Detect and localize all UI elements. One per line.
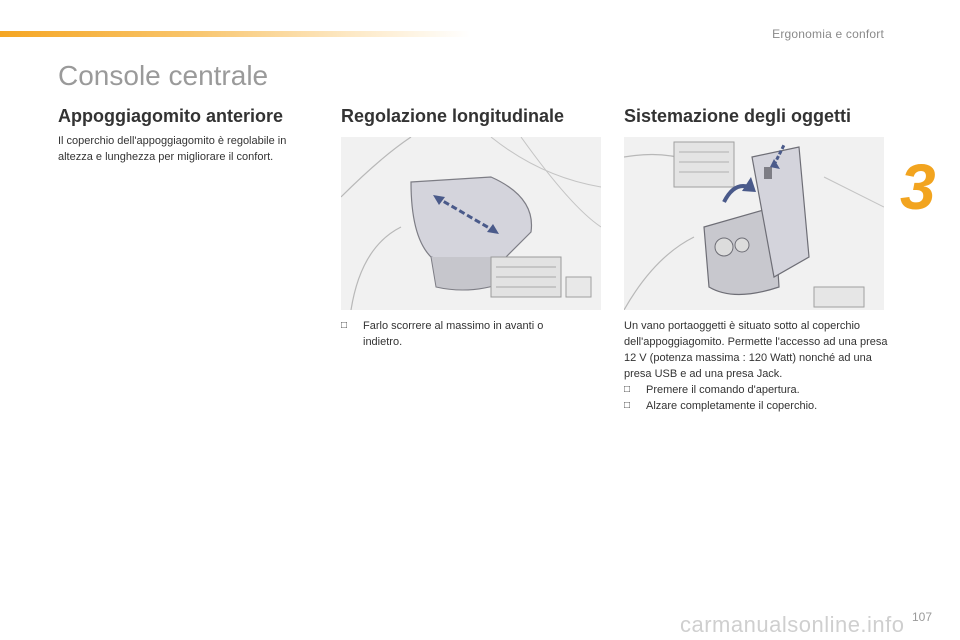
instruction-text: Alzare completamente il coperchio. xyxy=(646,400,818,412)
section-header: Ergonomia e confort xyxy=(772,27,884,41)
slide-instructions xyxy=(341,318,581,350)
armrest-slide-drawing xyxy=(341,137,601,310)
checkbox-bullet-icon: □ xyxy=(624,400,631,411)
list-item xyxy=(624,398,888,414)
heading-longitudinal-adjustment: Regolazione longitudinale xyxy=(341,106,565,126)
storage-description-block xyxy=(624,318,888,414)
chapter-number: 3 xyxy=(900,151,936,223)
storage-compartment-drawing xyxy=(624,137,884,310)
top-accent-bar xyxy=(0,31,470,37)
checkbox-bullet-icon: □ xyxy=(341,320,348,331)
armrest-description: Il coperchio dell'appoggiagomito è regolabile in altezza e lunghezza per migliorare il confort. xyxy=(58,135,287,163)
storage-description: Un vano portaoggetti è situato sotto al coperchio dell'appoggiagomito. Permette l'accesso ad una presa 12 V (potenza massima : 120 Watt) nonché ad una presa USB e ad una presa Jack. xyxy=(624,320,888,380)
heading-storage: Sistemazione degli oggetti xyxy=(624,106,852,126)
page-number: 107 xyxy=(912,610,933,624)
watermark: carmanualsonline.info xyxy=(680,612,905,637)
storage-compartment-illustration xyxy=(624,137,884,310)
list-item xyxy=(341,318,581,350)
instruction-text: Farlo scorrere al massimo in avanti o indietro. xyxy=(363,320,544,348)
heading-front-armrest: Appoggiagomito anteriore xyxy=(58,106,283,126)
armrest-slide-illustration xyxy=(341,137,601,310)
instruction-text: Premere il comando d'apertura. xyxy=(646,384,800,396)
checkbox-bullet-icon: □ xyxy=(624,384,631,395)
list-item xyxy=(624,382,888,398)
page-title: Console centrale xyxy=(58,60,269,91)
